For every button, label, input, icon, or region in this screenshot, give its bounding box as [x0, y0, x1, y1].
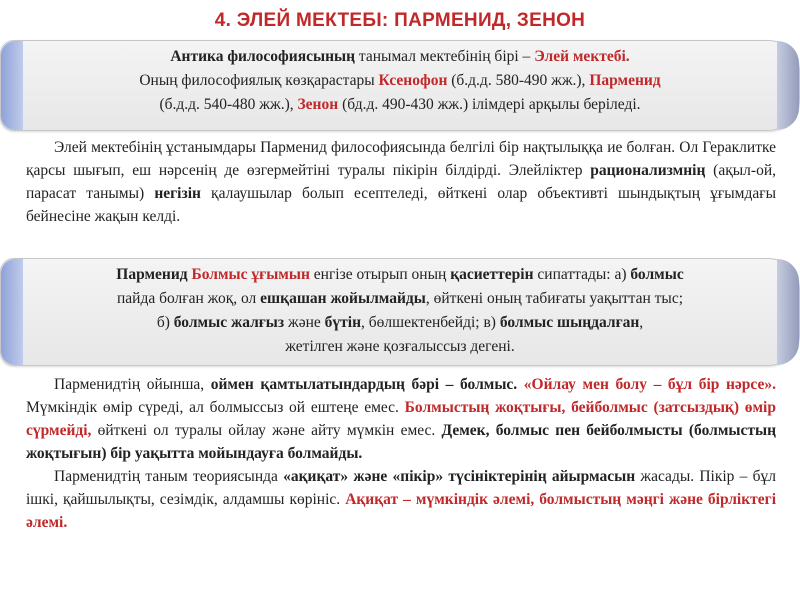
paragraph-text: Элей мектебінің ұстанымдары Парменид философиясында белгілі бір нақтылыққа ие болған. Ол Гераклитке қарсы шығып, еш нәрсенің де өзгермейтіні туралы пікірін білдірді. Элейліктер: [26, 139, 776, 179]
callout-bold-text: болмыс шыңдалған: [499, 314, 640, 331]
parmenides-thought-section: [26, 373, 776, 534]
being-properties-callout-text: [1, 259, 799, 363]
paragraph-text: [517, 376, 524, 393]
paragraph-text: Мүмкіндік өмір сүреді, ал болмыссыз ой ештеңе емес.: [26, 399, 405, 416]
callout-highlight: Болмыс ұғымын: [187, 266, 310, 283]
paragraph-text: (ақыл-ой, парасат танымы): [26, 162, 776, 202]
callout-bold-text: қасиеттерін: [450, 266, 534, 283]
paragraph-bold-text: рационализмнің: [590, 162, 706, 179]
callout-bold-text: болмыс: [630, 266, 684, 283]
paragraph-bold-text: негізін: [154, 185, 201, 202]
callout-text: (бд.д. 490-430 жж.) ілімдері арқылы беріледі.: [338, 96, 641, 113]
paragraph-text: Парменидтің таным теориясында: [54, 468, 284, 485]
callout-text: жетілген және қозғалыссыз дегені.: [285, 338, 515, 355]
callout-text: және: [284, 314, 325, 331]
callout-text: Оның философиялық көзқарастары: [139, 72, 379, 89]
being-properties-callout-box: [0, 258, 800, 366]
callout-highlight: Ксенофон: [378, 72, 448, 89]
intro-callout-text: [1, 41, 799, 121]
callout-highlight: Элей мектебі.: [534, 48, 630, 65]
paragraph-highlight: Болмыстың жоқтығы, бейболмыс (затсыздық) өмір сүрмейді,: [26, 399, 776, 439]
paragraph-highlight: «Ойлау мен болу – бұл бір нәрсе».: [523, 376, 776, 393]
callout-text: б): [156, 314, 174, 331]
callout-highlight: Парменид: [589, 72, 661, 89]
callout-highlight: Зенон: [297, 96, 339, 113]
callout-bold-text: ешқашан жойылмайды: [260, 290, 426, 307]
callout-text: (б.д.д. 580-490 жж.),: [447, 72, 590, 89]
callout-text: ,: [639, 314, 644, 331]
callout-text: , өйткені оның табиғаты уақыттан тыс;: [425, 290, 684, 307]
callout-text: сипаттады: а): [533, 266, 631, 283]
paragraph-highlight: Ақиқат – мүмкіндік әлемі, болмыстың мәңгі және бірліктегі әлемі.: [26, 491, 776, 531]
paragraph-bold-text: оймен қамтылатындардың бәрі – болмыс.: [210, 376, 518, 393]
callout-bold-text: Антика философиясының: [170, 48, 356, 65]
thinking-being-paragraph: [26, 373, 776, 465]
eleatic-principles-paragraph: [26, 136, 776, 228]
paragraph-text: жасады. Пікір – бұл ішкі, қайшылықты, сезімдік, алдамшы көрініс.: [26, 468, 777, 508]
callout-text: пайда болған жоқ, ол: [116, 290, 261, 307]
paragraph-bold-text: «ақиқат» және «пікір» түсініктерінің айырмасын: [283, 468, 636, 485]
knowledge-theory-paragraph: [26, 465, 776, 534]
paragraph-text: қалаушылар болып есептеледі, өйткені олар объективті шындықтың ұғымдағы бейнесіне жақын келді.: [26, 185, 776, 225]
paragraph-bold-text: Демек, болмыс пен бейболмысты (болмыстың жоқтығын) бір уақытта мойындауға болмайды.: [26, 422, 777, 462]
callout-text: , бөлшектенбейді; в): [361, 314, 500, 331]
intro-callout-box: [0, 40, 800, 131]
callout-bold-text: болмыс жалғыз: [173, 314, 285, 331]
paragraph-text: Парменидтің ойынша,: [54, 376, 211, 393]
paragraph-text: өйткені ол туралы ойлау және айту мүмкін емес.: [91, 422, 442, 439]
callout-text: танымал мектебінің бірі –: [355, 48, 535, 65]
callout-bold-text: бүтін: [324, 314, 362, 331]
callout-text: енгізе отырып оның: [309, 266, 451, 283]
page-title: 4. ЭЛЕЙ МЕКТЕБІ: ПАРМЕНИД, ЗЕНОН: [214, 10, 586, 31]
callout-text: (б.д.д. 540-480 жж.),: [159, 96, 298, 113]
callout-bold-text: Парменид: [116, 266, 188, 283]
